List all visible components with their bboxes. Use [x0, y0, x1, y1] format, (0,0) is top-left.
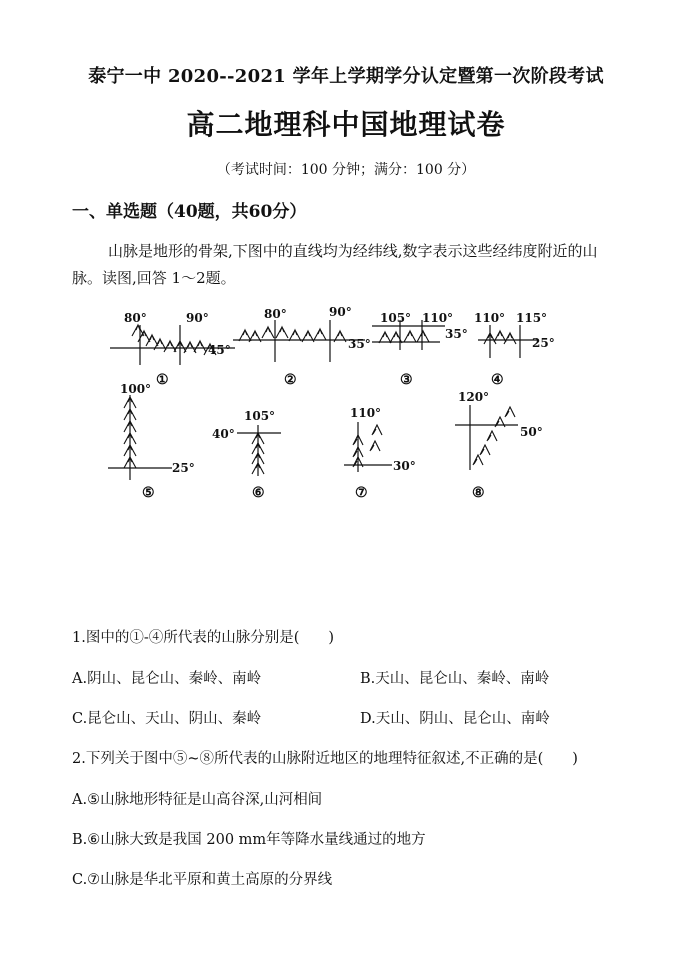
- panel-4-label: 25°: [532, 336, 555, 350]
- panel-6-label: 40°: [212, 427, 235, 441]
- panel-1-number: ①: [156, 372, 169, 388]
- panel-2-label: 35°: [348, 337, 371, 351]
- panel-3-label: 35°: [445, 327, 468, 341]
- panel-1-label: 45°: [208, 343, 231, 357]
- exam-info: （考试时间：100 分钟；满分：100 分）: [216, 162, 476, 178]
- panel-4-label: 115°: [516, 311, 548, 325]
- panel-3-number: ③: [400, 372, 413, 388]
- panel-8-number: ⑧: [472, 485, 485, 501]
- panel-3-label: 105°: [380, 311, 412, 325]
- panel-4: [474, 311, 555, 388]
- panel-5: [108, 382, 195, 501]
- panel-1-label: 90°: [186, 311, 209, 325]
- panel-8: [455, 390, 543, 501]
- mountain-figure: [100, 300, 560, 505]
- paper-title: 高二地理科中国地理试卷: [186, 108, 506, 141]
- school-exam-title: 泰宁一中 2020--2021 学年上学期学分认定暨第一次阶段考试: [88, 66, 604, 87]
- panel-2-number: ②: [284, 372, 297, 388]
- panel-1: [110, 311, 235, 388]
- question-1-option-b: B.天山、昆仑山、秦岭、南岭: [360, 671, 550, 687]
- panel-8-label: 120°: [458, 390, 490, 404]
- intro-line-2: 脉。读图,回答 1～2题。: [72, 269, 236, 287]
- section-heading: 一、单选题（40题，共60分）: [72, 202, 307, 222]
- panel-2: [233, 305, 371, 388]
- question-2-option-a: A.⑤山脉地形特征是山高谷深,山河相间: [72, 792, 323, 808]
- question-2-option-b: B.⑥山脉大致是我国 200 mm年等降水量线通过的地方: [72, 832, 426, 848]
- intro-line-1: 山脉是地形的骨架,下图中的直线均为经纬线,数字表示这些经纬度附近的山: [108, 242, 598, 260]
- panel-6-number: ⑥: [252, 485, 265, 501]
- panel-4-label: 110°: [474, 311, 506, 325]
- panel-5-number: ⑤: [142, 485, 155, 501]
- question-1-option-d: D.天山、阴山、昆仑山、南岭: [360, 711, 550, 727]
- panel-2-label: 90°: [329, 305, 352, 319]
- panel-5-label: 100°: [120, 382, 152, 396]
- panel-4-number: ④: [491, 372, 504, 388]
- panel-7-label: 110°: [350, 406, 382, 420]
- panel-6: [212, 409, 281, 501]
- panel-2-label: 80°: [264, 307, 287, 321]
- panel-3-label: 110°: [422, 311, 454, 325]
- panel-5-label: 25°: [172, 461, 195, 475]
- panel-7-number: ⑦: [355, 485, 368, 501]
- panel-1-label: 80°: [124, 311, 147, 325]
- question-2-stem: 2.下列关于图中⑤~⑧所代表的山脉附近地区的地理特征叙述,不正确的是( ): [72, 751, 578, 767]
- panel-8-label: 50°: [520, 425, 543, 439]
- question-1-stem: 1.图中的①-④所代表的山脉分别是( ): [72, 630, 335, 646]
- question-1-option-c: C.昆仑山、天山、阴山、秦岭: [72, 711, 262, 727]
- panel-6-label: 105°: [244, 409, 276, 423]
- panel-3: [372, 311, 468, 388]
- question-2-option-c: C.⑦山脉是华北平原和黄土高原的分界线: [72, 872, 333, 888]
- panel-7: [344, 406, 416, 501]
- panel-7-label: 30°: [393, 459, 416, 473]
- question-1-option-a: A.阴山、昆仑山、秦岭、南岭: [72, 671, 262, 687]
